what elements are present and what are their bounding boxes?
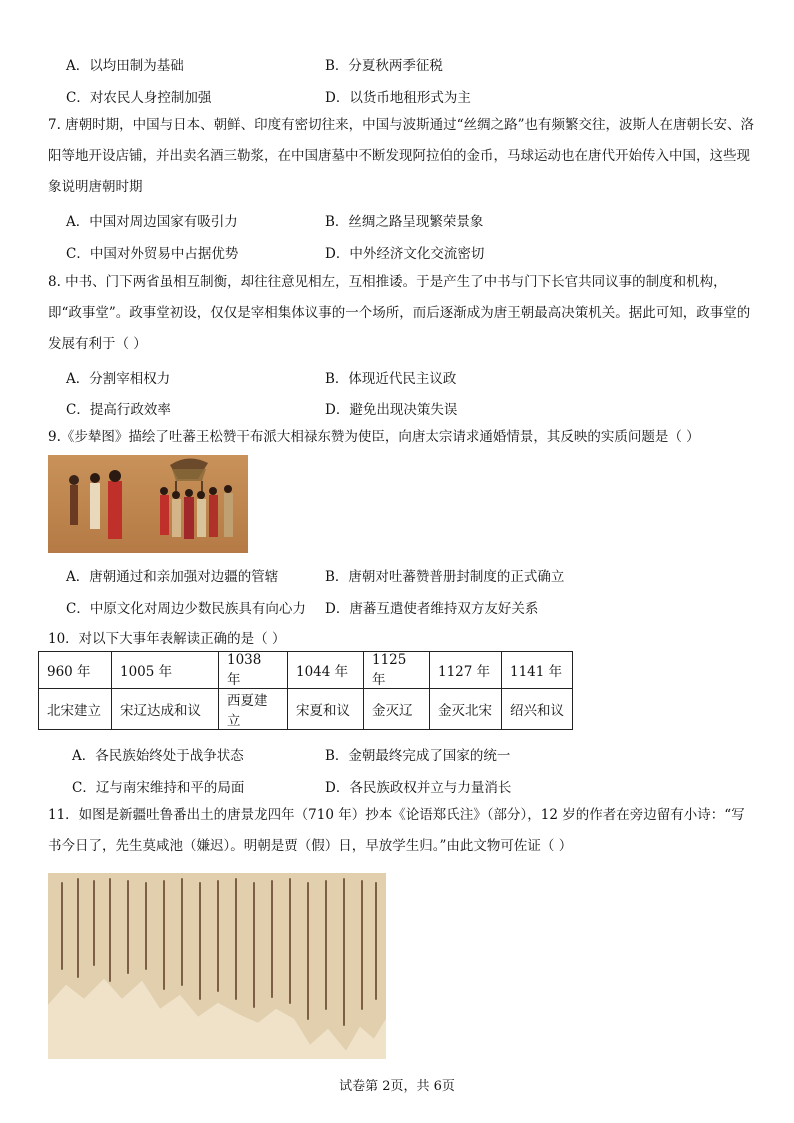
q9-option-d: D．唐蕃互遣使者维持双方友好关系 [325,601,539,617]
table-cell-event: 北宋建立 [39,689,112,730]
q6-option-b: B．分夏秋两季征税 [325,58,443,74]
q7-option-b: B．丝绸之路呈现繁荣景象 [325,214,484,230]
table-row-events [39,689,573,730]
q8-option-b: B．体现近代民主议政 [325,371,457,387]
q7-option-c: C．中国对外贸易中占据优势 [66,246,239,262]
q10-option-a: A．各民族始终处于战争状态 [72,748,244,764]
q11-stem: 11．如图是新疆吐鲁番出土的唐景龙四年（710 年）抄本《论语郑氏注》（部分），12 岁的作者在旁边留有小诗：“写书今日了，先生莫咸池（嫌迟）。明朝是贾（假）日，早放学生归。”由此文物可佐证（ ） [48,807,745,854]
q10-option-c: C．辽与南宋维持和平的局面 [72,780,245,796]
table-cell-event: 西夏建立 [219,689,288,730]
q8-option-c: C．提高行政效率 [66,402,171,418]
q8-option-a: A．分割宰相权力 [66,371,171,387]
table-cell-year: 1127 年 [430,652,502,689]
table-cell-event: 宋夏和议 [288,689,364,730]
q6-option-c: C．对农民人身控制加强 [66,90,212,106]
page-footer: 试卷第 2页，共 6页 [339,1079,455,1094]
q7-stem: 7. 唐朝时期，中国与日本、朝鲜、印度有密切往来，中国与波斯通过“丝绸之路”也有频繁交往，波斯人在唐朝长安、洛阳等地开设店铺，并出卖名酒三勒浆，在中国唐墓中不断发现阿拉伯的金币，马球运动也在唐代开始传入中国，这些现象说明唐朝时期 [48,117,754,195]
table-cell-event: 金灭辽 [364,689,430,730]
q9-option-c: C．中原文化对周边少数民族具有向心力 [66,601,306,617]
q9-option-b: B．唐朝对吐蕃赞普册封制度的正式确立 [325,569,565,585]
q7-option-d: D．中外经济文化交流密切 [325,246,485,262]
table-cell-event: 绍兴和议 [502,689,573,730]
table-row-years [39,652,573,689]
table-cell-event: 宋辽达成和议 [112,689,219,730]
bunian-painting-image [48,455,248,553]
q8-option-d: D．避免出现决策失误 [325,402,458,418]
table-cell-year: 960 年 [39,652,112,689]
q7-option-a: A．中国对周边国家有吸引力 [66,214,238,230]
q10-stem: 10．对以下大事年表解读正确的是（ ） [48,631,286,647]
table-cell-year: 1141 年 [502,652,573,689]
analects-manuscript-image [48,869,386,1059]
q10-option-b: B．金朝最终完成了国家的统一 [325,748,511,764]
table-cell-event: 金灭北宋 [430,689,502,730]
table-cell-year: 1125 年 [364,652,430,689]
chronology-table [38,651,573,730]
q9-stem: 9.《步辇图》描绘了吐蕃王松赞干布派大相禄东赞为使臣，向唐太宗请求通婚情景，其反映的实质问题是（ ） [48,429,700,445]
q8-stem: 8. 中书、门下两省虽相互制衡，却往往意见相左，互相推诿。于是产生了中书与门下长官共同议事的制度和机构，即“政事堂”。政事堂初设，仅仅是宰相集体议事的一个场所，而后逐渐成为唐王朝最高决策机关。据此可知，政事堂的发展有利于（ ） [48,274,751,352]
q9-option-a: A．唐朝通过和亲加强对边疆的管辖 [66,569,279,585]
q6-option-d: D．以货币地租形式为主 [325,90,471,106]
table-cell-year: 1005 年 [112,652,219,689]
table-cell-year: 1044 年 [288,652,364,689]
table-cell-year: 1038 年 [219,652,288,689]
q6-option-a: A．以均田制为基础 [66,58,184,74]
q10-option-d: D．各民族政权并立与力量消长 [325,780,512,796]
